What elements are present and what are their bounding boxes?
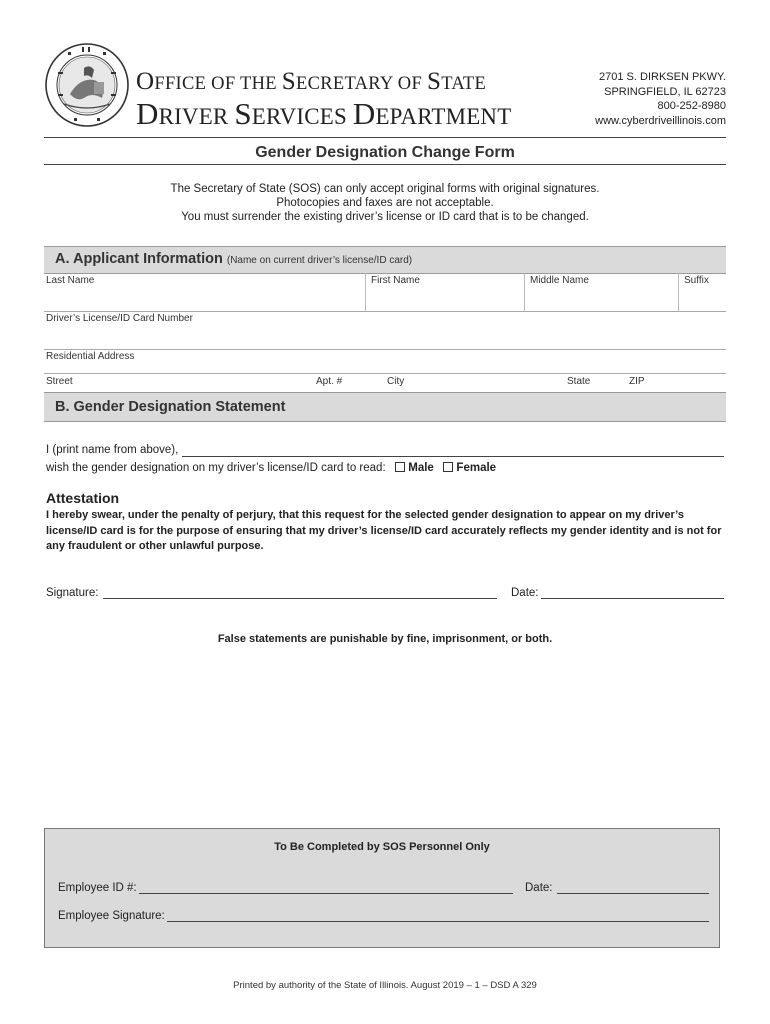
zip-label: ZIP [629,376,645,387]
sos-date-field[interactable] [557,893,709,894]
section-a-note: (Name on current driver’s license/ID card) [226,255,413,266]
office-heading: OFFICE OF THE SECRETARY OF STATE [136,68,487,95]
divider [524,273,525,311]
sos-date-label: Date: [525,882,553,894]
section-a-title: A. Applicant Information [55,251,223,267]
row-rule [44,311,726,312]
license-number-field[interactable] [46,325,724,347]
section-a-header [44,246,726,274]
employee-signature-label: Employee Signature: [58,910,165,922]
intro-line-3: You must surrender the existing driver’s license or ID card that is to be changed. [181,211,589,223]
sos-personnel-box [44,828,720,948]
form-title: Gender Designation Change Form [255,144,515,161]
employee-id-field[interactable] [139,893,513,894]
male-checkbox[interactable] [395,462,405,472]
header-rule-top [44,137,726,138]
gender-designation-row [46,462,496,474]
street-label: Street [46,376,73,387]
license-number-label: Driver’s License/ID Card Number [46,313,193,324]
state-label: State [567,376,591,387]
address-underline [44,373,726,374]
employee-signature-field[interactable] [167,921,709,922]
print-name-text: I (print name from above), [46,444,179,456]
middle-name-label: Middle Name [530,275,589,286]
footer-text: Printed by authority of the State of Illinois. August 2019 – 1 – DSD A 329 [233,980,537,991]
first-name-label: First Name [371,275,420,286]
date-label: Date: [511,587,539,599]
suffix-field[interactable] [680,287,724,309]
employee-id-label: Employee ID #: [58,882,137,894]
website-link[interactable]: www.cyberdriveillinois.com [595,114,726,127]
last-name-label: Last Name [46,275,95,286]
header-rule-bottom [44,164,726,165]
intro-line-1: The Secretary of State (SOS) can only accept original forms with original signatures. [170,183,600,195]
intro-text [0,182,770,224]
address-line-2: SPRINGFIELD, IL 62723 [604,85,726,98]
phone-number: 800-252-8980 [657,100,726,112]
department-heading: DRIVER SERVICES DEPARTMENT [136,96,512,131]
female-label: Female [456,462,497,474]
section-b-title: B. Gender Designation Statement [55,399,286,415]
suffix-label: Suffix [684,275,709,286]
attestation-text: I hereby swear, under the penalty of perjury, that this request for the selected gender designation to appear on my driver’s license/ID card is for the purpose of ensuring that my driver’s license/ID card accurately reflects my gender identity and is not for any fraudulent or other unlawful purpose. [46,509,722,552]
print-name-field[interactable] [182,456,724,457]
signature-label: Signature: [46,587,99,599]
sos-box-title: To Be Completed by SOS Personnel Only [274,841,490,853]
section-b-header [44,392,726,422]
first-name-field[interactable] [367,287,522,309]
male-label: Male [408,462,434,474]
last-name-field[interactable] [46,287,364,309]
intro-line-2: Photocopies and faxes are not acceptable. [276,197,494,209]
apt-label: Apt. # [316,376,343,387]
divider [678,273,679,311]
middle-name-field[interactable] [526,287,676,309]
female-checkbox[interactable] [443,462,453,472]
attestation-heading: Attestation [46,490,120,506]
city-label: City [387,376,405,387]
signature-field[interactable] [103,598,497,599]
date-field[interactable] [541,598,724,599]
address-block [595,70,726,128]
address-line-1: 2701 S. DIRKSEN PKWY. [599,71,726,83]
residential-address-label: Residential Address [46,351,135,362]
false-statement-warning: False statements are punishable by fine, imprisonment, or both. [217,633,553,645]
divider [365,273,366,311]
state-seal-logo [44,42,130,128]
row-rule [44,349,726,350]
wish-text: wish the gender designation on my driver’s license/ID card to read: [46,462,386,474]
